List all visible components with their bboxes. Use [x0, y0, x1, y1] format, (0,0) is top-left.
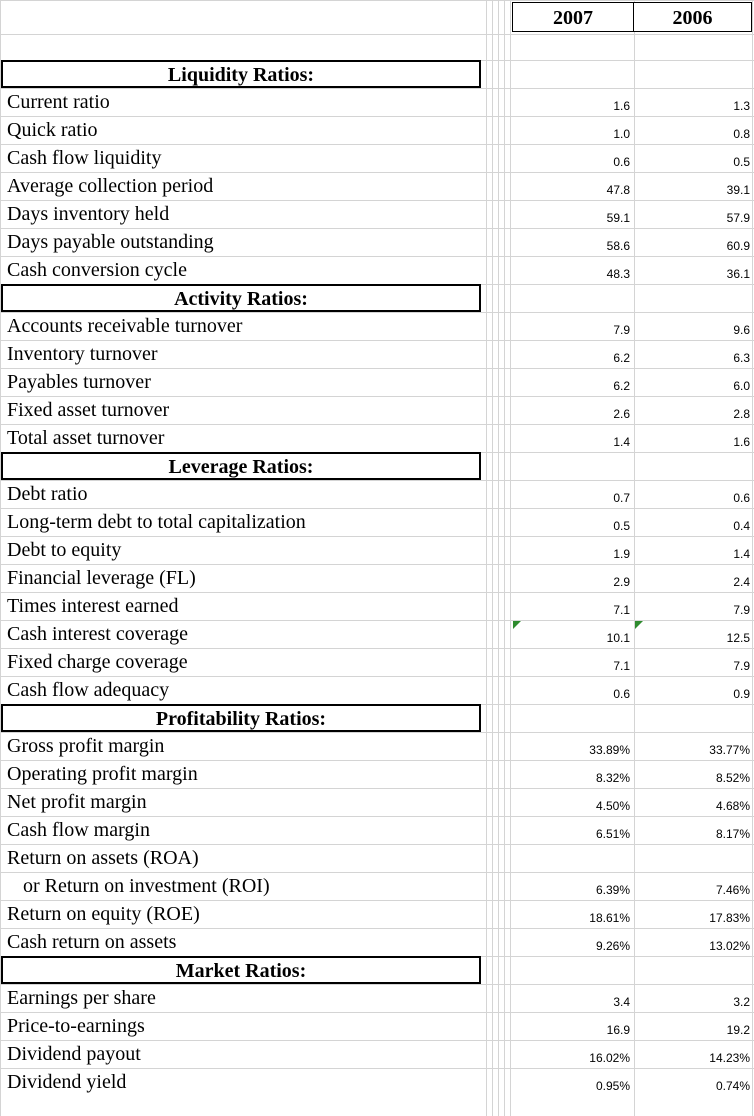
value-2006-cell[interactable]: 60.9: [726, 239, 750, 253]
ratio-label[interactable]: Financial leverage (FL): [7, 567, 196, 589]
value-2006-cell[interactable]: 0.9: [733, 687, 750, 701]
ratio-label[interactable]: Days payable outstanding: [7, 231, 214, 253]
section-header[interactable]: Profitability Ratios:: [1, 704, 481, 732]
value-2006-cell[interactable]: 8.17%: [715, 827, 750, 841]
value-2006-cell[interactable]: 6.3: [733, 351, 750, 365]
value-2007-cell[interactable]: 1.9: [613, 547, 630, 561]
value-2007-cell[interactable]: 0.6: [613, 155, 630, 169]
grid-column-line: [492, 0, 493, 1116]
value-2007-cell[interactable]: 18.61%: [589, 911, 630, 925]
value-2007-cell[interactable]: 2.9: [613, 575, 630, 589]
value-2007-cell[interactable]: 0.7: [613, 491, 630, 505]
value-2006-cell[interactable]: 17.83%: [709, 911, 750, 925]
ratio-label[interactable]: Return on assets (ROA): [7, 847, 199, 869]
value-2007-cell[interactable]: 7.9: [613, 323, 630, 337]
value-2007-cell[interactable]: 33.89%: [589, 743, 630, 757]
ratio-label[interactable]: Debt ratio: [7, 483, 88, 505]
value-2007-cell[interactable]: 1.4: [613, 435, 630, 449]
ratio-label[interactable]: Dividend payout: [7, 1043, 141, 1065]
ratio-label[interactable]: Accounts receivable turnover: [7, 315, 243, 337]
ratio-label[interactable]: Inventory turnover: [7, 343, 158, 365]
grid-row-line: [0, 0, 754, 1]
value-2007-cell[interactable]: 0.6: [613, 687, 630, 701]
ratio-label[interactable]: Fixed charge coverage: [7, 651, 188, 673]
value-2007-cell[interactable]: 59.1: [606, 211, 630, 225]
ratio-label[interactable]: Cash return on assets: [7, 931, 177, 953]
value-2006-cell[interactable]: 3.2: [733, 995, 750, 1009]
value-2007-cell[interactable]: 7.1: [613, 659, 630, 673]
section-header[interactable]: Liquidity Ratios:: [1, 60, 481, 88]
section-header[interactable]: Activity Ratios:: [1, 284, 481, 312]
value-2007-cell[interactable]: 4.50%: [595, 799, 630, 813]
value-2006-cell[interactable]: 0.74%: [715, 1079, 750, 1093]
value-2007-cell[interactable]: 48.3: [606, 267, 630, 281]
value-2007-cell[interactable]: 0.95%: [595, 1079, 630, 1093]
value-2006-cell[interactable]: 9.6: [733, 323, 750, 337]
value-2007-cell[interactable]: 6.39%: [595, 883, 630, 897]
value-2006-cell[interactable]: 0.4: [733, 519, 750, 533]
value-2006-cell[interactable]: 8.52%: [715, 771, 750, 785]
value-2007-cell[interactable]: 7.1: [613, 603, 630, 617]
grid-row-line: [0, 34, 754, 35]
value-2006-cell[interactable]: 1.3: [733, 99, 750, 113]
value-2007-cell[interactable]: 0.5: [613, 519, 630, 533]
section-header[interactable]: Market Ratios:: [1, 956, 481, 984]
value-2006-cell[interactable]: 4.68%: [715, 799, 750, 813]
value-2006-cell[interactable]: 0.8: [733, 127, 750, 141]
value-2007-cell[interactable]: 58.6: [606, 239, 630, 253]
value-2007-cell[interactable]: 47.8: [606, 183, 630, 197]
ratio-label[interactable]: Debt to equity: [7, 539, 122, 561]
value-2006-cell[interactable]: 1.6: [733, 435, 750, 449]
cell-comment-flag-icon: [513, 621, 521, 629]
ratio-label[interactable]: Current ratio: [7, 91, 110, 113]
ratio-label[interactable]: Return on equity (ROE): [7, 903, 200, 925]
ratio-label[interactable]: Price-to-earnings: [7, 1015, 145, 1037]
value-2007-cell[interactable]: 10.1: [606, 631, 630, 645]
year-header-2006[interactable]: 2006: [633, 2, 752, 32]
ratio-label[interactable]: Net profit margin: [7, 791, 147, 813]
value-2006-cell[interactable]: 19.2: [726, 1023, 750, 1037]
grid-column-line: [486, 0, 487, 1116]
value-2006-cell[interactable]: 0.6: [733, 491, 750, 505]
grid-column-line: [0, 0, 1, 1116]
ratio-label[interactable]: Gross profit margin: [7, 735, 165, 757]
grid-column-line: [510, 0, 511, 1116]
value-2007-cell[interactable]: 2.6: [613, 407, 630, 421]
ratio-label[interactable]: Payables turnover: [7, 371, 151, 393]
ratio-label[interactable]: Dividend yield: [7, 1071, 127, 1093]
section-header[interactable]: Leverage Ratios:: [1, 452, 481, 480]
value-2006-cell[interactable]: 6.0: [733, 379, 750, 393]
value-2006-cell[interactable]: 12.5: [726, 631, 750, 645]
ratio-label[interactable]: Quick ratio: [7, 119, 98, 141]
ratio-label[interactable]: Total asset turnover: [7, 427, 165, 449]
grid-row-line: [0, 88, 754, 89]
ratio-label[interactable]: Operating profit margin: [7, 763, 198, 785]
value-2007-cell[interactable]: [512, 848, 630, 876]
value-2006-cell[interactable]: 36.1: [726, 267, 750, 281]
value-2007-cell[interactable]: 8.32%: [595, 771, 630, 785]
value-2006-cell[interactable]: 1.4: [733, 547, 750, 561]
value-2006-cell[interactable]: 7.9: [733, 659, 750, 673]
value-2006-cell[interactable]: 13.02%: [709, 939, 750, 953]
ratio-label[interactable]: Cash conversion cycle: [7, 259, 187, 281]
ratio-label[interactable]: Cash interest coverage: [7, 623, 189, 645]
ratio-label[interactable]: Average collection period: [7, 175, 214, 197]
value-2006-cell[interactable]: 2.4: [733, 575, 750, 589]
grid-column-line: [504, 0, 505, 1116]
grid-row-line: [0, 480, 754, 481]
grid-column-line: [498, 0, 499, 1116]
value-2006-cell[interactable]: 0.5: [733, 155, 750, 169]
value-2006-cell[interactable]: 39.1: [726, 183, 750, 197]
value-2007-cell[interactable]: 6.2: [613, 351, 630, 365]
ratio-label[interactable]: Cash flow adequacy: [7, 679, 170, 701]
value-2006-cell[interactable]: 33.77%: [709, 743, 750, 757]
value-2006-cell[interactable]: 7.46%: [715, 883, 750, 897]
value-2007-cell[interactable]: 6.51%: [595, 827, 630, 841]
ratio-label[interactable]: Cash flow margin: [7, 819, 150, 841]
value-2007-cell[interactable]: 6.2: [613, 379, 630, 393]
value-2006-cell[interactable]: 57.9: [726, 211, 750, 225]
ratio-label[interactable]: or Return on investment (ROI): [23, 875, 270, 897]
ratio-label[interactable]: Earnings per share: [7, 987, 156, 1009]
value-2007-cell[interactable]: 1.0: [613, 127, 630, 141]
ratio-label[interactable]: Long-term debt to total capitalization: [7, 511, 306, 533]
value-2007-cell[interactable]: 9.26%: [595, 939, 630, 953]
ratio-label[interactable]: Days inventory held: [7, 203, 170, 225]
ratio-label[interactable]: Cash flow liquidity: [7, 147, 162, 169]
value-2006-cell[interactable]: 7.9: [733, 603, 750, 617]
value-2006-cell[interactable]: 14.23%: [709, 1051, 750, 1065]
value-2007-cell[interactable]: 16.02%: [589, 1051, 630, 1065]
ratio-label[interactable]: Fixed asset turnover: [7, 399, 170, 421]
cell-comment-flag-icon: [635, 621, 643, 629]
value-2006-cell[interactable]: [634, 848, 750, 876]
ratio-label[interactable]: Times interest earned: [7, 595, 179, 617]
year-header-2007[interactable]: 2007: [512, 2, 634, 32]
grid-column-line: [752, 0, 753, 1116]
value-2006-cell[interactable]: 2.8: [733, 407, 750, 421]
value-2007-cell[interactable]: 1.6: [613, 99, 630, 113]
value-2007-cell[interactable]: 3.4: [613, 995, 630, 1009]
value-2007-cell[interactable]: 16.9: [606, 1023, 630, 1037]
